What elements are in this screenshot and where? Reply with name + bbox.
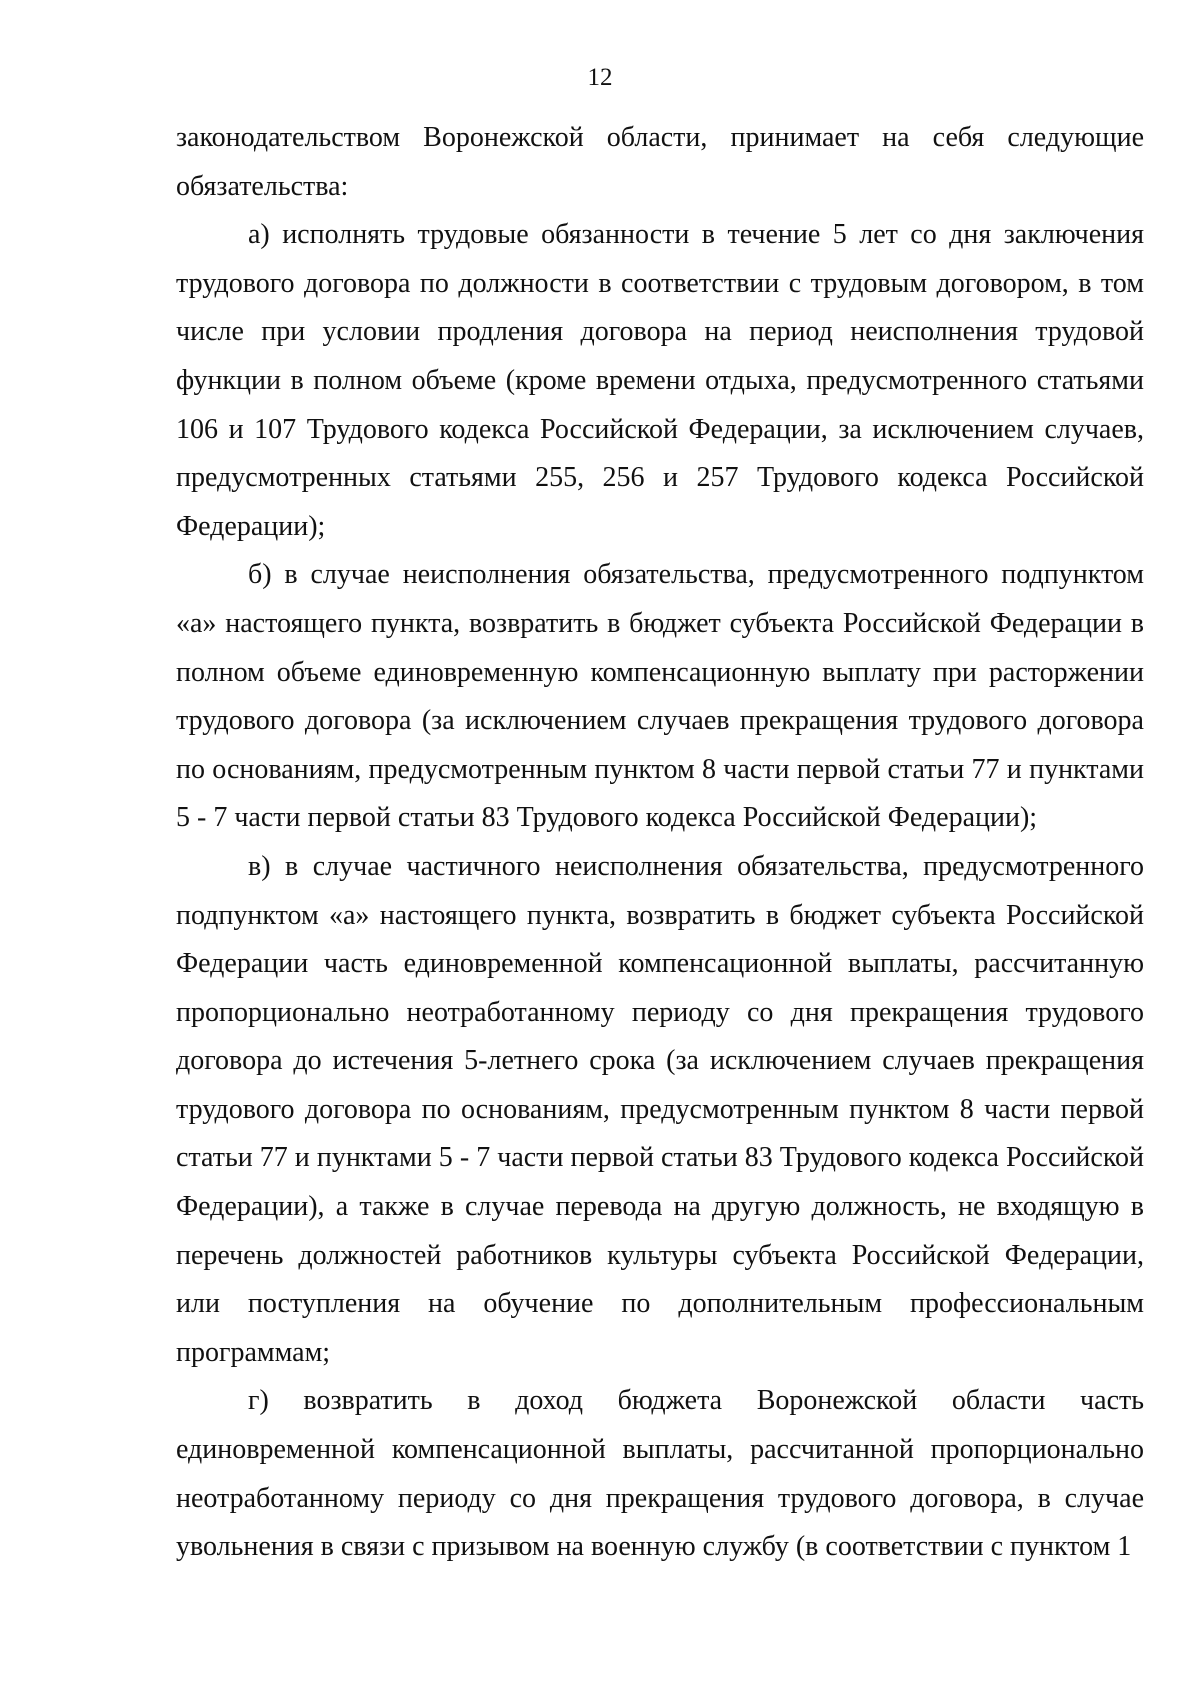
- paragraph-intro: законодательством Воронежской области, принимает на себя следующие обязательства:: [176, 122, 1144, 202]
- page-number: 12: [587, 64, 613, 91]
- paragraph-b: б) в случае неисполнения обязательства, предусмотренного подпунктом «а» настоящего пункта, возвратить в бюджет субъекта Российской Федерации в полном объеме единовременную компенсационную выплату при расторжении трудового договора (за исключением случаев прекращения трудового договора по основаниям, предусмотренным пунктом 8 части первой статьи 77 и пунктами 5 - 7 части первой статьи 83 Трудового кодекса Российской Федерации);: [176, 559, 1144, 834]
- document-body: [176, 114, 1144, 1572]
- paragraph-g: г) возвратить в доход бюджета Воронежской области часть единовременной компенсационной выплаты, рассчитанной пропорционально неотработанному периоду со дня прекращения трудового договора, в случае увольнения в связи с призывом на военную службу (в соответствии с пунктом 1: [176, 1385, 1144, 1563]
- paragraph-a: а) исполнять трудовые обязанности в течение 5 лет со дня заключения трудового договора по должности в соответствии с трудовым договором, в том числе при условии продления договора на период неисполнения трудовой функции в полном объеме (кроме времени отдыха, предусмотренного статьями 106 и 107 Трудового кодекса Российской Федерации, за исключением случаев, предусмотренных статьями 255, 256 и 257 Трудового кодекса Российской Федерации);: [176, 219, 1144, 542]
- paragraph-v: в) в случае частичного неисполнения обязательства, предусмотренного подпунктом «а» настоящего пункта, возвратить в бюджет субъекта Российской Федерации часть единовременной компенсационной выплаты, рассчитанную пропорционально неотработанному периоду со дня прекращения трудового договора до истечения 5-летнего срока (за исключением случаев прекращения трудового договора по основаниям, предусмотренным пунктом 8 части первой статьи 77 и пунктами 5 - 7 части первой статьи 83 Трудового кодекса Российской Федерации), а также в случае перевода на другую должность, не входящую в перечень должностей работников культуры субъекта Российской Федерации, или поступления на обучение по дополнительным профессиональным программам;: [176, 850, 1144, 1368]
